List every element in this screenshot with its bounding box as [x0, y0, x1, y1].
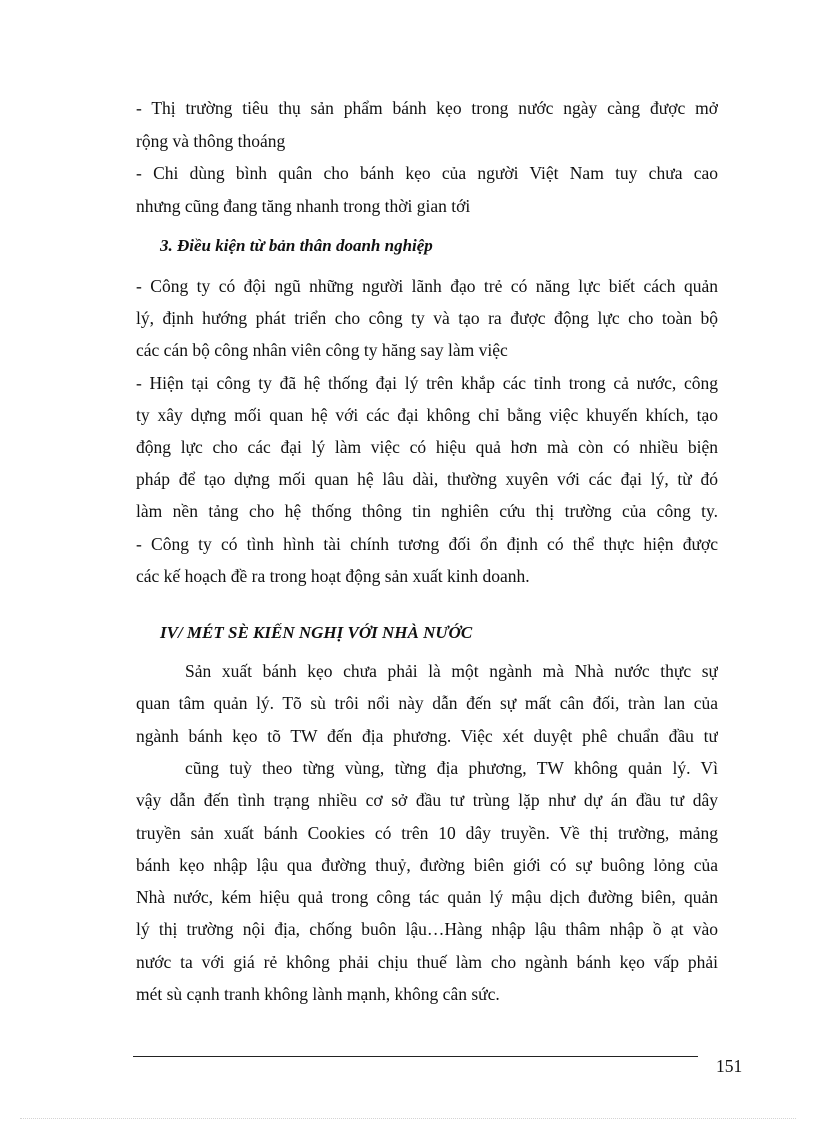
paragraph-line: - Thị trường tiêu thụ sản phẩm bánh kẹo trong nước ngày càng được mở — [136, 98, 718, 118]
section-heading: 3. Điều kiện từ bản thân doanh nghiệp — [160, 236, 433, 255]
paragraph-line: rộng và thông thoáng — [136, 131, 286, 151]
paragraph-line: pháp để tạo dựng mối quan hệ lâu dài, thường xuyên với các đại lý, từ đó — [136, 469, 718, 489]
paragraph-line: các cán bộ công nhân viên công ty hăng say làm việc — [136, 340, 508, 360]
paragraph-line: vậy dẫn đến tình trạng nhiều cơ sở đầu tư trùng lặp như dự án đầu tư dây — [136, 790, 718, 810]
paragraph-line: động lực cho các đại lý làm việc có hiệu quả hơn mà còn có nhiều biện — [136, 437, 718, 457]
paragraph-line: - Chi dùng bình quân cho bánh kẹo của người Việt Nam tuy chưa cao — [136, 163, 718, 183]
page-number: 151 — [716, 1056, 743, 1076]
paragraph-line: cũng tuỳ theo từng vùng, từng địa phương, TW không quản lý. Vì — [185, 758, 718, 778]
paragraph-line: - Công ty có đội ngũ những người lãnh đạo trẻ có năng lực biết cách quản — [136, 276, 718, 296]
paragraph-line: - Công ty có tình hình tài chính tương đối ổn định có thể thực hiện được — [136, 534, 718, 554]
paragraph-line: lý thị trường nội địa, chống buôn lậu…Hàng nhập lậu thâm nhập ồ ạt vào — [136, 919, 718, 939]
footer-rule — [133, 1056, 698, 1057]
paragraph-line: Sản xuất bánh kẹo chưa phải là một ngành mà Nhà nước thực sự — [185, 661, 718, 681]
paragraph-line: bánh kẹo nhập lậu qua đường thuỷ, đường biên giới có sự buông lỏng của — [136, 855, 718, 875]
section-heading: IV/ MÉT SÈ KIẾN NGHỊ VỚI NHÀ NƯỚC — [160, 623, 473, 642]
paragraph-line: truyền sản xuất bánh Cookies có trên 10 dây truyền. Về thị trường, mảng — [136, 823, 718, 843]
paragraph-line: lý, định hướng phát triển cho công ty và tạo ra được động lực cho toàn bộ — [136, 308, 718, 328]
paragraph-line: quan tâm quản lý. Tõ sù trôi nổi này dẫn đến sự mất cân đối, tràn lan của — [136, 693, 718, 713]
paragraph-line: - Hiện tại công ty đã hệ thống đại lý trên khắp các tỉnh trong cả nước, công — [136, 373, 718, 393]
paragraph-line: làm nền tảng cho hệ thống thông tin nghiên cứu thị trường của công ty. — [136, 501, 718, 521]
paragraph-line: các kế hoạch đề ra trong hoạt động sản xuất kinh doanh. — [136, 566, 530, 586]
page-edge-divider — [20, 1118, 796, 1119]
paragraph-line: nhưng cũng đang tăng nhanh trong thời gian tới — [136, 196, 471, 216]
paragraph-line: mét sù cạnh tranh không lành mạnh, không cân sức. — [136, 984, 500, 1004]
paragraph-line: nước ta với giá rẻ không phải chịu thuế làm cho ngành bánh kẹo vấp phải — [136, 952, 718, 972]
paragraph-line: ty xây dựng mối quan hệ với các đại không chỉ bằng việc khuyến khích, tạo — [136, 405, 718, 425]
paragraph-line: ngành bánh kẹo tõ TW đến địa phương. Việc xét duyệt phê chuẩn đầu tư — [136, 726, 718, 746]
paragraph-line: Nhà nước, kém hiệu quả trong công tác quản lý mậu dịch đường biên, quản — [136, 887, 718, 907]
